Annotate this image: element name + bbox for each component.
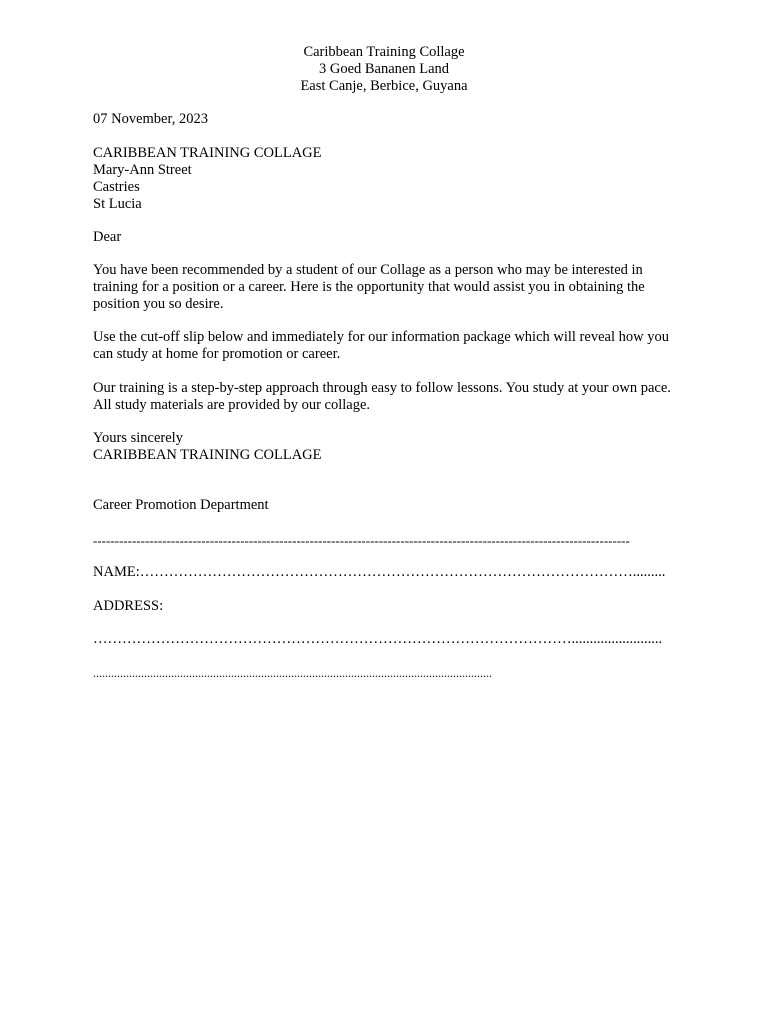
- name-fill-dots: ………………………………………………………………………………………….........: [139, 564, 666, 580]
- closing: [93, 430, 693, 464]
- body-paragraph-3: Our training is a step-by-step approach through easy to follow lessons. You study at your own pace. All study materials are provided by our collage.: [93, 380, 671, 413]
- sign-off: Yours sincerely: [93, 430, 183, 446]
- salutation: Dear: [93, 229, 122, 245]
- letterhead: [0, 44, 768, 95]
- letterhead-street: 3 Goed Bananen Land: [318, 61, 450, 77]
- address-label: ADDRESS:: [93, 598, 164, 614]
- address-field-line-1[interactable]: ……………………………………………………………………………………….........................: [93, 631, 663, 647]
- address-field-line-2[interactable]: .....................................................................................................................................: [93, 666, 492, 680]
- recipient-line-3: Castries: [93, 179, 140, 195]
- recipient-line-2: Mary-Ann Street: [93, 162, 192, 178]
- body-paragraph-1: You have been recommended by a student of our Collage as a person who may be interested in training for a position or a career. Here is the opportunity that would assist you in obtaining the position you so desire.: [93, 262, 645, 312]
- letterhead-city: East Canje, Berbice, Guyana: [300, 78, 468, 94]
- name-field[interactable]: [93, 564, 675, 581]
- recipient-address: [93, 145, 693, 213]
- body-paragraph-2: Use the cut-off slip below and immediately for our information package which will reveal how you can study at home for promotion or career.: [93, 329, 669, 362]
- name-label: NAME:: [93, 564, 140, 580]
- cut-off-line: ----------------------------------------------------------------------------------------------------------------------------: [93, 533, 630, 548]
- closing-organization: CARIBBEAN TRAINING COLLAGE: [93, 447, 322, 463]
- letterhead-name: Caribbean Training Collage: [303, 44, 465, 60]
- recipient-line-1: CARIBBEAN TRAINING COLLAGE: [93, 145, 322, 161]
- recipient-line-4: St Lucia: [93, 196, 142, 212]
- letter-date: 07 November, 2023: [93, 111, 208, 127]
- department: Career Promotion Department: [93, 497, 269, 513]
